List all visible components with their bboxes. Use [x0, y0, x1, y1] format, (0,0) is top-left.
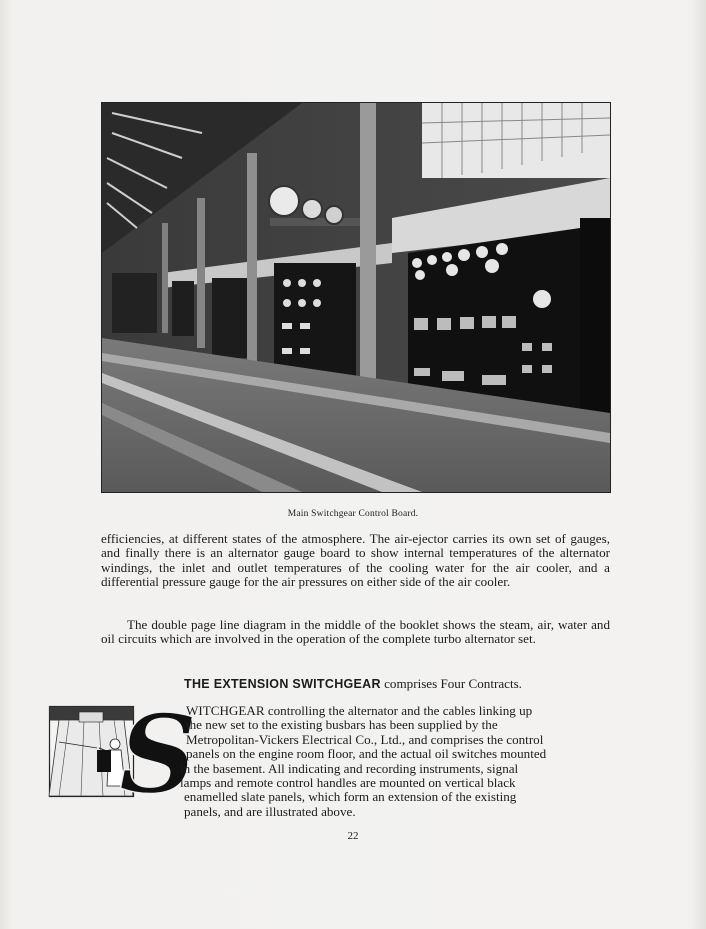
section-heading: [0, 676, 706, 692]
switchgear-line: in the basement. All indicating and recording instruments, signal: [180, 760, 519, 776]
switchgear-line: WITCHGEAR controlling the alternator and the cables linking up: [186, 703, 533, 718]
switchgear-line: panels on the engine room floor, and the actual oil switches mounted: [186, 746, 547, 762]
switchgear-line: Metropolitan-Vickers Electrical Co., Ltd., and comprises the control: [186, 731, 544, 747]
switchgear-line: enamelled slate panels, which form an extension of the existing: [184, 789, 517, 805]
photo-caption: Main Switchgear Control Board.: [287, 509, 419, 519]
section-heading-bold: THE EXTENSION SWITCHGEAR: [184, 677, 381, 691]
switchgear-photograph: [101, 102, 611, 493]
section-heading-rest: comprises Four Contracts.: [380, 676, 522, 691]
drop-cap-letter: [119, 692, 197, 818]
switchgear-line: lamps and remote control handles are mounted on vertical black: [180, 775, 516, 791]
svg-text:S: S: [119, 692, 197, 818]
switchgear-line: panels, and are illustrated above.: [184, 803, 356, 819]
switchgear-paragraph: [180, 703, 608, 819]
paragraph-line-diagram: The double page line diagram in the middle of the booklet shows the steam, air, water and oil circuits which are involved in the operation of the complete turbo alternator set.: [101, 617, 610, 647]
switchgear-line: the new set to the existing busbars has been supplied by the: [186, 717, 498, 733]
paragraph-efficiencies: efficiencies, at different states of the atmosphere. The air-ejector carries its own set of gauges, and finally there is an alternator gauge board to show internal temperatures of the alternator windings, the inlet and outlet temperatures of the cooling water for the air cooler, and a differential pressure gauge for the air pressures on either side of the air cooler.: [101, 531, 610, 590]
page-number: 22: [347, 830, 359, 842]
